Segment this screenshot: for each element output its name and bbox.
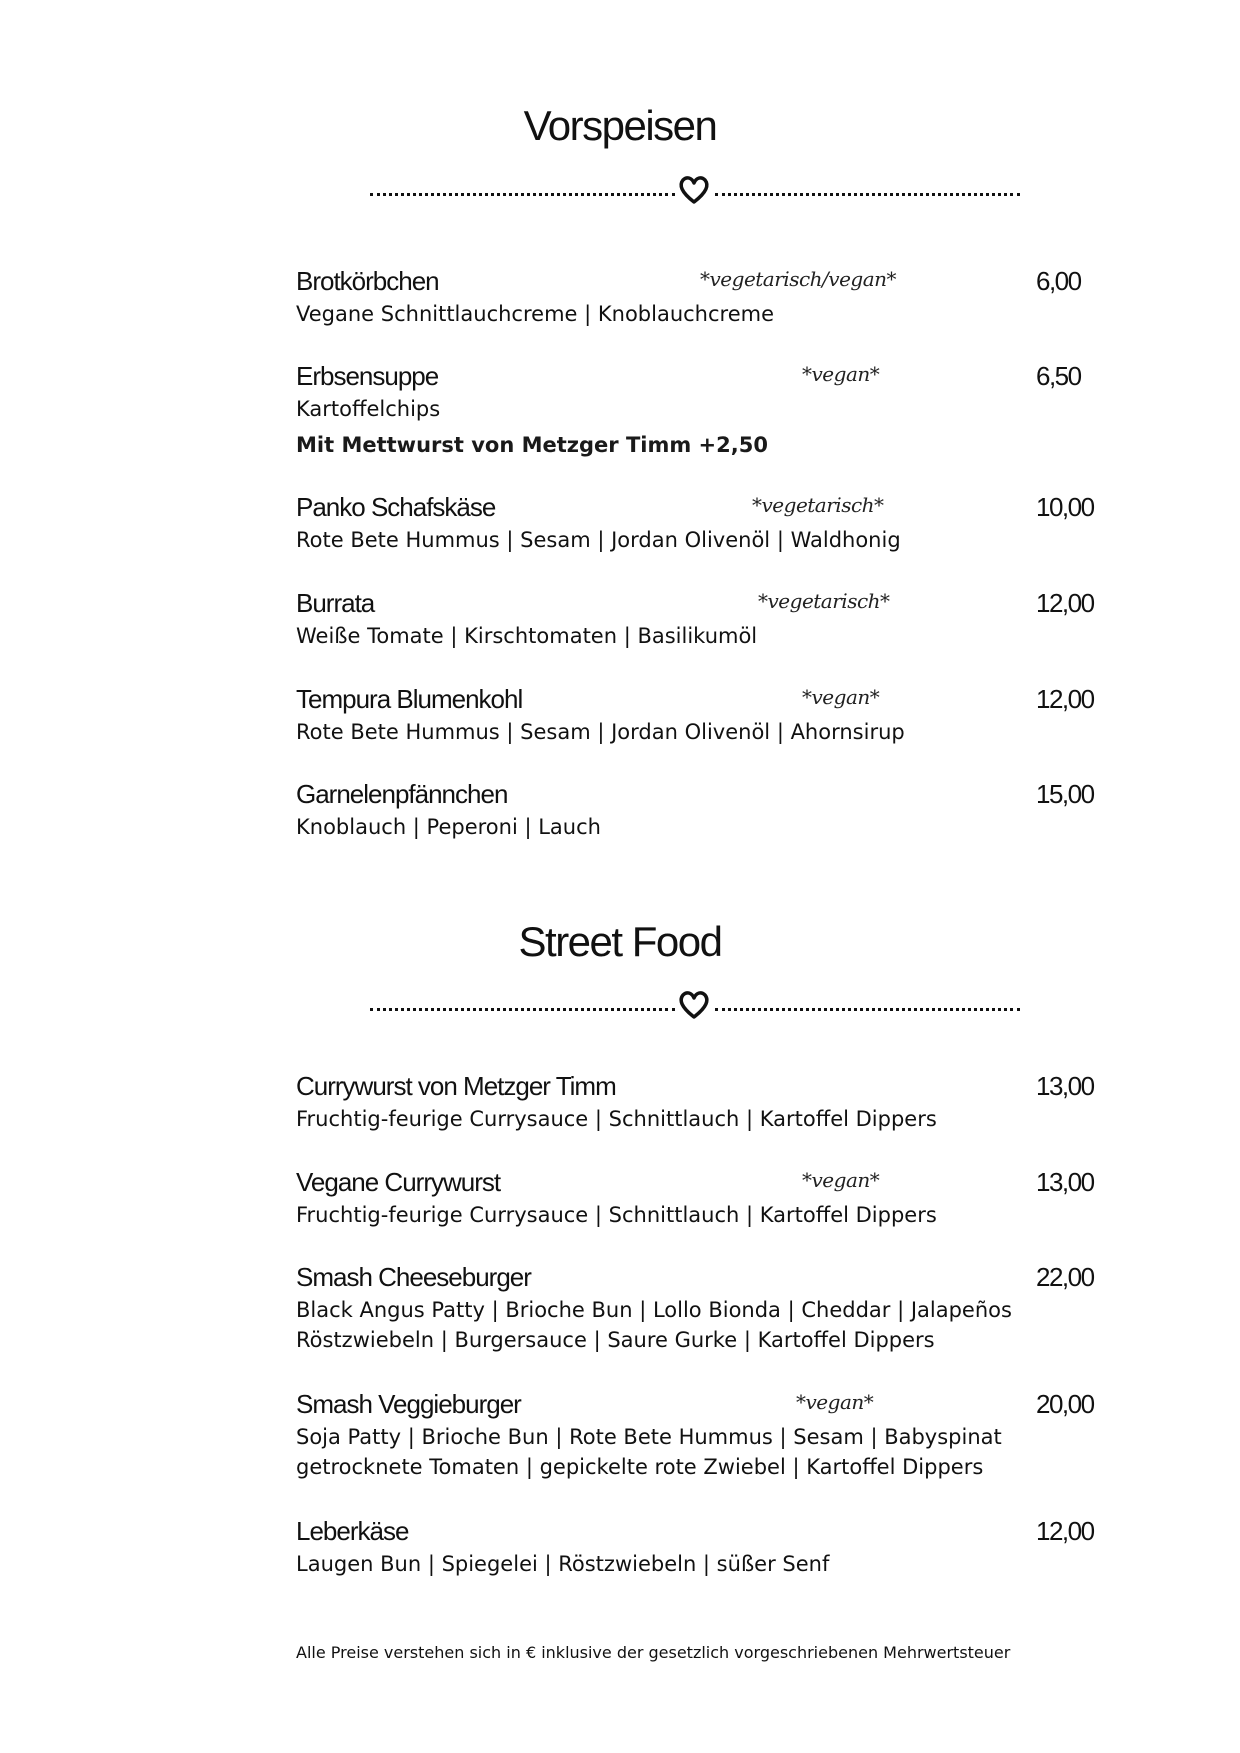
item-price: 20,00 — [1036, 1389, 1094, 1419]
menu-item — [296, 1166, 1096, 1230]
menu-item — [296, 1515, 1096, 1579]
item-name: Smash Cheeseburger — [296, 1262, 531, 1292]
diet-tag: *vegan* — [796, 1390, 874, 1414]
item-price: 12,00 — [1036, 1516, 1094, 1546]
diet-tag: *vegan* — [802, 1168, 880, 1192]
item-price: 15,00 — [1036, 779, 1094, 809]
item-name: Tempura Blumenkohl — [296, 684, 523, 714]
menu-item — [296, 1261, 1096, 1355]
item-description: getrocknete Tomaten | gepickelte rote Zwiebel | Kartoffel Dippers — [296, 1455, 984, 1479]
item-name: Erbsensuppe — [296, 361, 439, 391]
diet-tag: *vegan* — [802, 685, 880, 709]
item-price: 6,00 — [1036, 266, 1081, 296]
item-price: 10,00 — [1036, 492, 1094, 522]
item-extra: Mit Mettwurst von Metzger Timm +2,50 — [296, 433, 768, 457]
menu-item — [296, 360, 1096, 460]
item-description: Vegane Schnittlauchcreme | Knoblauchcreme — [296, 302, 775, 326]
item-price: 13,00 — [1036, 1167, 1094, 1197]
menu-item — [296, 265, 1096, 329]
item-name: Panko Schafskäse — [296, 492, 496, 522]
item-description: Rote Bete Hummus | Sesam | Jordan Olivenöl | Ahornsirup — [296, 720, 905, 744]
item-name: Garnelenpfännchen — [296, 779, 508, 809]
heart-icon — [677, 175, 711, 205]
item-name: Smash Veggieburger — [296, 1389, 521, 1419]
heart-divider — [370, 175, 1020, 205]
item-description: Rote Bete Hummus | Sesam | Jordan Olivenöl | Waldhonig — [296, 528, 901, 552]
item-price: 13,00 — [1036, 1071, 1094, 1101]
item-name: Brotkörbchen — [296, 266, 439, 296]
item-description: Knoblauch | Peperoni | Lauch — [296, 815, 601, 839]
item-description: Fruchtig-feurige Currysauce | Schnittlauch | Kartoffel Dippers — [296, 1107, 937, 1131]
item-description: Weiße Tomate | Kirschtomaten | Basilikumöl — [296, 624, 758, 648]
item-description: Black Angus Patty | Brioche Bun | Lollo Bionda | Cheddar | Jalapeños — [296, 1298, 1012, 1322]
item-price: 12,00 — [1036, 588, 1094, 618]
section-title-vorspeisen: Vorspeisen — [523, 102, 717, 149]
item-price: 22,00 — [1036, 1262, 1094, 1292]
section-title-street-food: Street Food — [518, 918, 722, 965]
diet-tag: *vegetarisch* — [758, 589, 890, 613]
item-price: 12,00 — [1036, 684, 1094, 714]
diet-tag: *vegetarisch* — [752, 493, 884, 517]
item-name: Currywurst von Metzger Timm — [296, 1071, 616, 1101]
item-description: Kartoffelchips — [296, 397, 441, 421]
menu-item — [296, 1388, 1096, 1482]
menu-item — [296, 1070, 1096, 1134]
menu-item — [296, 491, 1096, 555]
heart-divider — [370, 990, 1020, 1020]
item-description: Röstzwiebeln | Burgersauce | Saure Gurke | Kartoffel Dippers — [296, 1328, 935, 1352]
price-footnote: Alle Preise verstehen sich in € inklusive der gesetzlich vorgeschriebenen Mehrwertsteuer — [296, 1643, 1011, 1662]
item-name: Burrata — [296, 588, 375, 618]
item-description: Soja Patty | Brioche Bun | Rote Bete Hummus | Sesam | Babyspinat — [296, 1425, 1002, 1449]
item-description: Fruchtig-feurige Currysauce | Schnittlauch | Kartoffel Dippers — [296, 1203, 937, 1227]
item-description: Laugen Bun | Spiegelei | Röstzwiebeln | süßer Senf — [296, 1552, 830, 1576]
menu-item — [296, 683, 1096, 747]
menu-item — [296, 587, 1096, 651]
item-name: Leberkäse — [296, 1516, 409, 1546]
item-price: 6,50 — [1036, 361, 1081, 391]
item-name: Vegane Currywurst — [296, 1167, 501, 1197]
diet-tag: *vegetarisch/vegan* — [700, 267, 897, 291]
heart-icon — [677, 990, 711, 1020]
diet-tag: *vegan* — [802, 362, 880, 386]
menu-item — [296, 778, 1096, 842]
